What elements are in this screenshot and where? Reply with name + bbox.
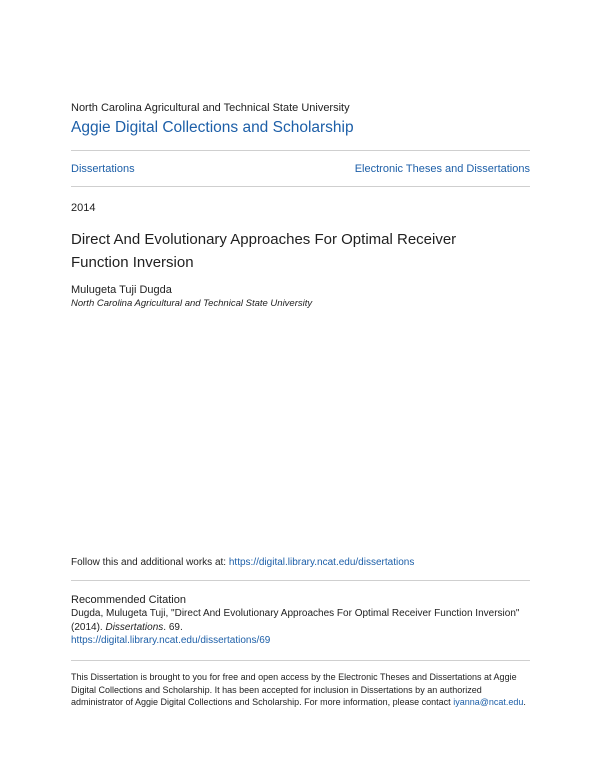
- citation-text: Dugda, Mulugeta Tuji, "Direct And Evolutionary Approaches For Optimal Receiver Function Inversion" (2014).: [71, 608, 520, 633]
- follow-text: Follow this and additional works at:: [71, 557, 229, 568]
- divider: [71, 660, 530, 661]
- dissertations-link[interactable]: Dissertations: [71, 163, 135, 175]
- publication-year: 2014: [71, 202, 96, 214]
- divider: [71, 580, 530, 581]
- divider: [71, 150, 530, 151]
- contact-email-link[interactable]: iyanna@ncat.edu: [453, 697, 524, 707]
- divider: [71, 186, 530, 187]
- repository-name: Aggie Digital Collections and Scholarship: [71, 119, 354, 136]
- citation-number: . 69.: [163, 621, 183, 633]
- access-notice-end: .: [523, 697, 526, 707]
- citation-heading: Recommended Citation: [71, 594, 186, 606]
- etd-link[interactable]: Electronic Theses and Dissertations: [354, 163, 530, 175]
- access-notice: [71, 671, 531, 709]
- author-affiliation: North Carolina Agricultural and Technical State University: [71, 298, 313, 309]
- citation-url-link[interactable]: https://digital.library.ncat.edu/dissertations/69: [71, 635, 271, 646]
- citation-body: [71, 607, 531, 648]
- access-notice-text: This Dissertation is brought to you for free and open access by the Electronic Theses and Dissertations at Aggie Digital Collections and Scholarship. It has been accepted for inclusion in Dissertations by an authorized administrator of Aggie Digital Collections and Scholarship. For more information, please contact: [71, 672, 517, 707]
- follow-url-link[interactable]: https://digital.library.ncat.edu/dissertations: [228, 557, 415, 568]
- citation-series: Dissertations: [105, 621, 164, 633]
- follow-line: [71, 557, 414, 568]
- university-name: North Carolina Agricultural and Technical State University: [71, 102, 350, 114]
- paper-title: Direct And Evolutionary Approaches For Optimal Receiver Function Inversion: [71, 231, 457, 271]
- author-name: Mulugeta Tuji Dugda: [71, 284, 172, 296]
